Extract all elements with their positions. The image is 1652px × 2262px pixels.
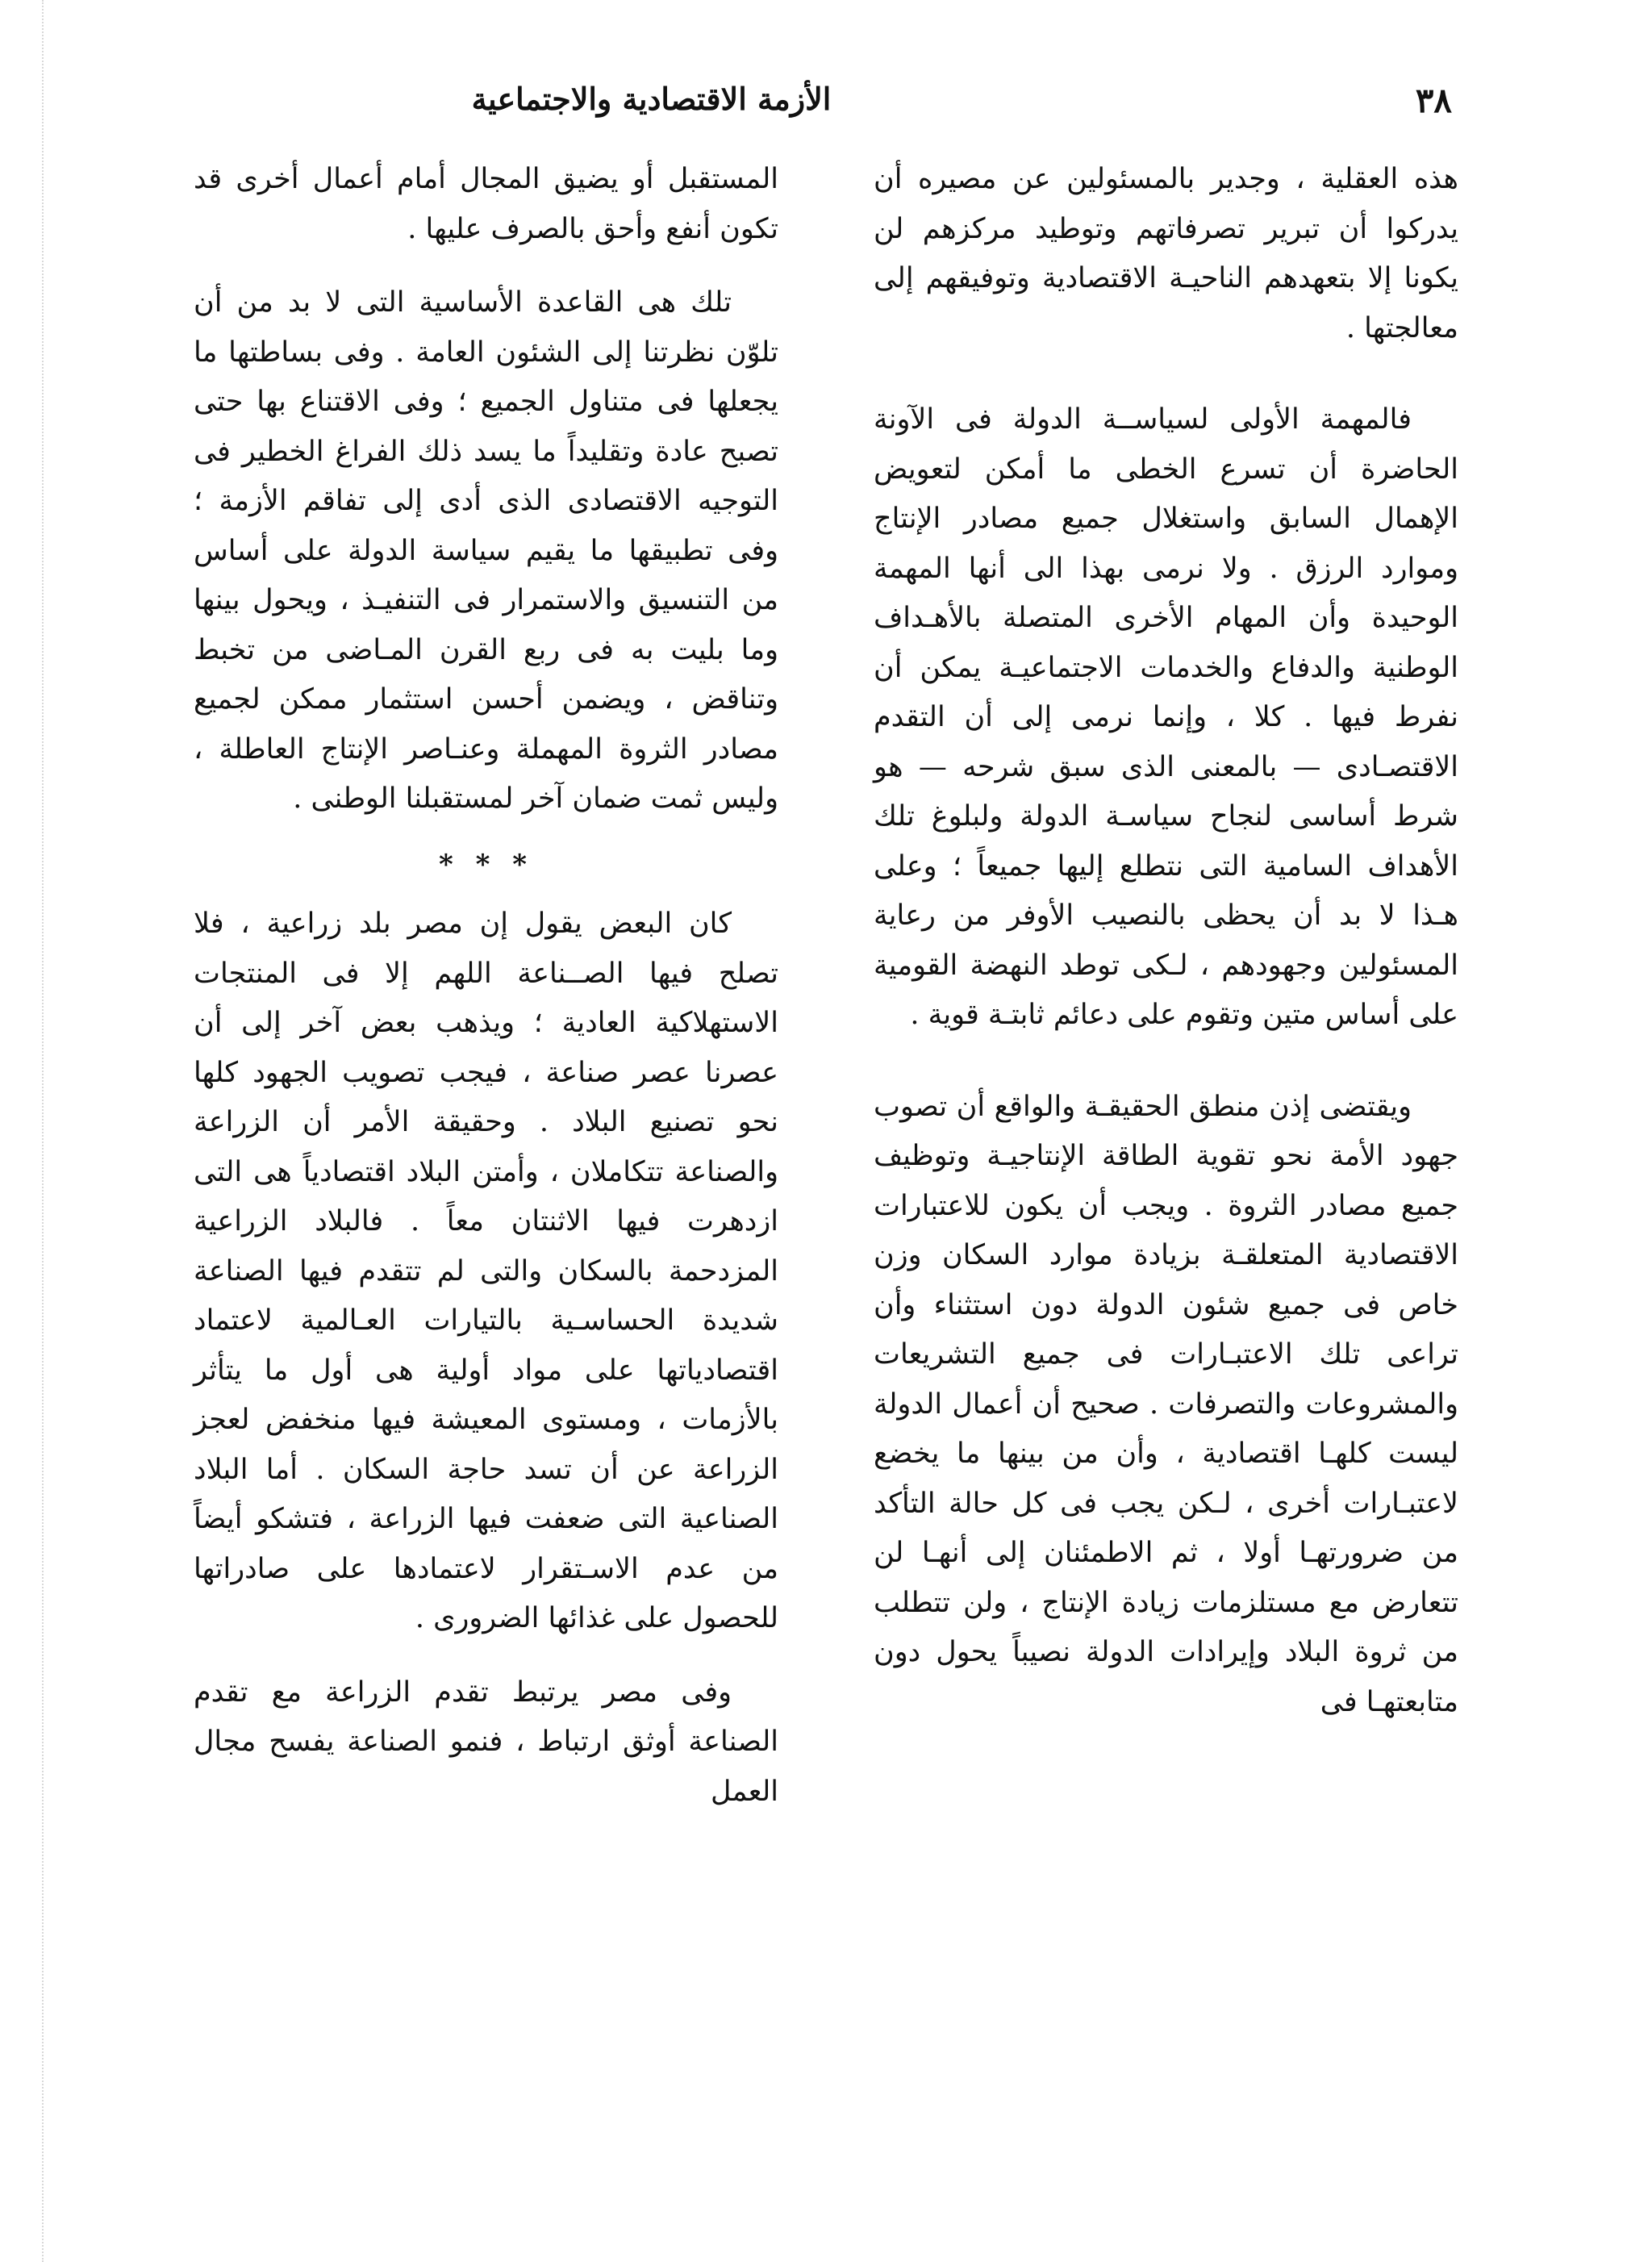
scan-margin-rule bbox=[42, 0, 44, 2262]
section-separator: * * * bbox=[438, 848, 533, 881]
running-title: الأزمة الاقتصادية والاجتماعية bbox=[471, 81, 832, 117]
paragraph: هذه العقلية ، وجدير بالمسئولين عن مصيره أن يدركوا أن تبرير تصرفاتهم وتوطيد مركزهم لن يكونا إلا بتعهدهم الناحيـة الاقتصادية وتوفيقهم إلى معالجتها . bbox=[874, 163, 1458, 344]
page-header bbox=[194, 74, 1452, 139]
page-number: ٣٨ bbox=[1415, 81, 1452, 120]
paragraph: ويقتضى إذن منطق الحقيقـة والواقع أن تصوب جهود الأمة نحو تقوية الطاقة الإنتاجيـة وتوظيف جميع مصادر الثروة . ويجب أن يكون للاعتبارات الاقتصادية المتعلقـة بزيادة موارد السكان وزن خاص فى جميع شئون الدولة دون استثناء وأن تراعى تلك الاعتبـارات فى جميع التشريعات والمشروعات والتصرفات . صحيح أن أعمال الدولة ليست كلهـا اقتصادية ، وأن من بينها ما يخضع لاعتبـارات أخرى ، لـكن يجب فى كل حالة التأكد من ضرورتهـا أولا ، ثم الاطمئنان إلى أنهـا لن تتعارض مع مستلزمات زيادة الإنتاج ، ولن تتطلب من ثروة البلاد وإيرادات الدولة نصيباً يحول دون متابعتهـا فى bbox=[874, 1090, 1458, 1718]
paragraph: المستقبل أو يضيق المجال أمام أعمال أخرى قد تكون أنفع وأحق بالصرف عليها . bbox=[194, 163, 778, 245]
paragraph: تلك هى القاعدة الأساسية التى لا بد من أن تلوّن نظرتنا إلى الشئون العامة . وفى بساطتها ما يجعلها فى متناول الجميع ؛ وفى الاقتناع بها حتى تصبح عادة وتقليداً ما يسد ذلك الفراغ الخطير فى التوجيه الاقتصادى الذى أدى إلى تفاقم الأزمة ؛ وفى تطبيقها ما يقيم سياسة الدولة على أساس من التنسيق والاستمرار فى التنفيـذ ، ويحول بينها وما بليت به فى ربع القرن المـاضى من تخبط وتناقض ، ويضمن أحسن استثمار ممكن لجميع مصادر الثروة المهملة وعنـاصر الإنتاج العاطلة ، وليس ثمت ضمان آخر لمستقبلنا الوطنى . bbox=[194, 286, 778, 815]
left-column bbox=[194, 155, 778, 1817]
paragraph: وفى مصر يرتبط تقدم الزراعة مع تقدم الصناعة أوثق ارتباط ، فنمو الصناعة يفسح مجال العمل bbox=[194, 1676, 778, 1808]
paragraph: فالمهمة الأولى لسياســة الدولة فى الآونة الحاضرة أن تسرع الخطى ما أمكن لتعويض الإهمال السابق واستغلال جميع مصادر الإنتاج وموارد الرزق . ولا نرمى بهذا الى أنها المهمة الوحيدة وأن المهام الأخرى المتصلة بالأهـداف الوطنية والدفاع والخدمات الاجتماعيـة يمكن أن نفرط فيها . كلا ، وإنما نرمى إلى أن التقدم الاقتصـادى — بالمعنى الذى سبق شرحه — هو شرط أساسى لنجاح سياسـة الدولة ولبلوغ تلك الأهداف السامية التى نتطلع إليها جميعاً ؛ وعلى هـذا لا بد أن يحظى بالنصيب الأوفر من رعاية المسئولين وجهودهم ، لـكى توطد النهضة القومية على أساس متين وتقوم على دعائم ثابتـة قوية . bbox=[874, 403, 1458, 1031]
right-column bbox=[874, 155, 1458, 1727]
paragraph: كان البعض يقول إن مصر بلد زراعية ، فلا تصلح فيها الصــناعة اللهم إلا فى المنتجات الاستهلاكية العادية ؛ ويذهب بعض آخر إلى أن عصرنا عصر صناعة ، فيجب تصويب الجهود كلها نحو تصنيع البلاد . وحقيقة الأمر أن الزراعة والصناعة تتكاملان ، وأمتن البلاد اقتصادياً هى التى ازدهرت فيها الاثنتان معاً . فالبلاد الزراعية المزدحمة بالسكان والتى لم تتقدم فيها الصناعة شديدة الحساسـية بالتيارات العـالمية لاعتماد اقتصادياتها على مواد أولية هى أول ما يتأثر بالأزمات ، ومستوى المعيشة فيها منخفض لعجز الزراعة عن أن تسد حاجة السكان . أما البلاد الصناعية التى ضعفت فيها الزراعة ، فتشكو أيضاً من عدم الاسـتقرار لاعتمادها على صادراتها للحصول على غذائها الضرورى . bbox=[194, 908, 778, 1634]
